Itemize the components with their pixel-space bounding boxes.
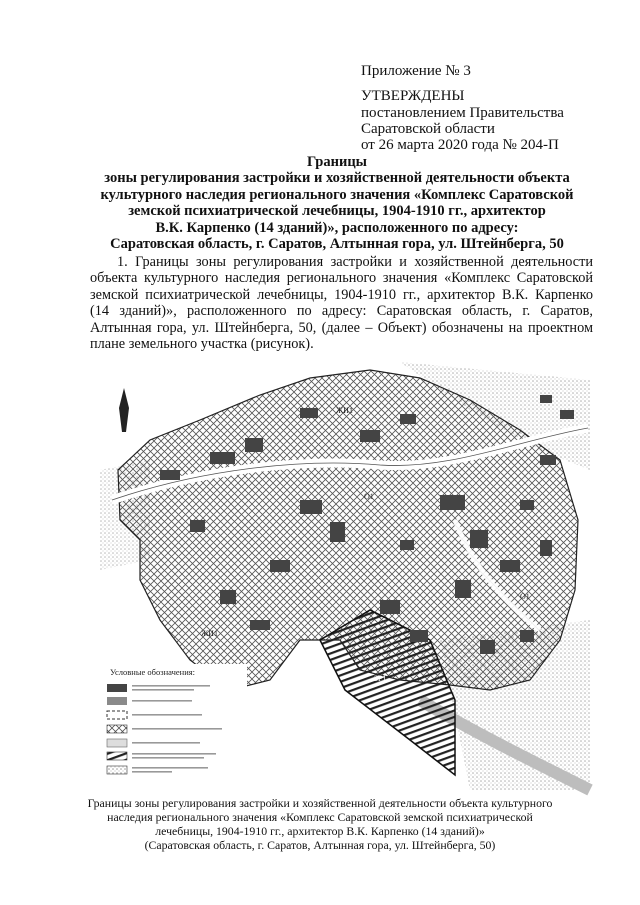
building-mark — [520, 500, 534, 510]
body-paragraph-line: (14 зданий)», расположенного по адресу: Саратовская область, г. Саратов, — [90, 303, 593, 319]
body-paragraph-line: Алтынная гора, ул. Штейнберга, 50, (далее – Объект) обозначены на проектном — [90, 320, 593, 336]
zone-label: О1 — [520, 592, 530, 601]
building-mark — [410, 630, 428, 642]
figure-caption-line: наследия регионального значения «Комплекс Саратовской земской психиатрической — [107, 810, 533, 824]
legend-text-illegible — [132, 771, 172, 773]
building-mark — [540, 540, 552, 556]
legend-text-illegible — [132, 700, 192, 702]
map-legend — [104, 664, 247, 778]
building-mark — [455, 580, 471, 598]
building-mark — [300, 408, 318, 418]
zone-map-figure — [98, 356, 593, 796]
legend-text-illegible — [132, 689, 194, 691]
building-mark — [440, 495, 465, 510]
legend-box — [104, 664, 247, 778]
building-mark — [560, 410, 574, 419]
body-paragraph-line: 1. Границы зоны регулирования застройки и хозяйственной деятельности — [117, 254, 593, 270]
building-mark — [360, 430, 380, 442]
zone-label: ЖИ1 — [336, 406, 353, 415]
body-paragraph-line: плане земельного участка (рисунок). — [90, 336, 314, 352]
document-title-line: Границы — [306, 154, 367, 170]
zone-label: ЖИ1 — [201, 629, 218, 638]
appendix-number: Приложение № 3 — [361, 63, 471, 79]
building-mark — [540, 455, 556, 465]
body-paragraph-line: земской психиатрической лечебницы, 1904-1910 гг., архитектор В.К. Карпенко — [90, 287, 593, 303]
zone-label: О1 — [364, 492, 374, 501]
building-mark — [470, 530, 488, 548]
building-mark — [190, 520, 205, 532]
legend-swatch — [107, 725, 127, 733]
approval-date-line: от 26 марта 2020 года № 204-П — [361, 137, 559, 153]
legend-text-illegible — [132, 714, 202, 716]
approval-line: постановлением Правительства — [361, 105, 564, 121]
legend-swatch — [107, 766, 127, 774]
approval-line: Саратовской области — [361, 121, 495, 137]
building-mark — [400, 540, 414, 550]
legend-swatch — [107, 684, 127, 692]
north-arrow-icon — [119, 388, 129, 432]
figure-caption-line: лечебницы, 1904-1910 гг., архитектор В.К. Карпенко (14 зданий)» — [155, 824, 485, 838]
document-title-line: земской психиатрической лечебницы, 1904-1910 гг., архитектор — [128, 203, 546, 219]
legend-text-illegible — [132, 753, 216, 755]
building-mark — [210, 452, 235, 464]
building-mark — [245, 438, 263, 452]
legend-title: Условные обозначения: — [110, 667, 196, 677]
building-mark — [380, 600, 400, 614]
building-mark — [400, 414, 416, 424]
figure-caption-line: Границы зоны регулирования застройки и хозяйственной деятельности объекта культурного — [87, 796, 553, 810]
legend-swatch — [107, 739, 127, 747]
building-mark — [500, 560, 520, 572]
document-title-line: зоны регулирования застройки и хозяйственной деятельности объекта — [104, 170, 570, 186]
figure-caption-line: (Саратовская область, г. Саратов, Алтынная гора, ул. Штейнберга, 50) — [144, 838, 496, 852]
zone-label: ЗР1 — [374, 674, 387, 683]
document-title-line: культурного наследия регионального значения «Комплекс Саратовской — [100, 187, 574, 203]
legend-swatch — [107, 752, 127, 760]
legend-text-illegible — [132, 742, 200, 744]
legend-text-illegible — [132, 757, 204, 759]
building-mark — [220, 590, 236, 604]
building-mark — [540, 395, 552, 403]
building-mark — [330, 522, 345, 542]
document-title-line: Саратовская область, г. Саратов, Алтынная гора, ул. Штейнберга, 50 — [110, 236, 564, 252]
building-mark — [250, 620, 270, 630]
document-title-line: В.К. Карпенко (14 зданий)», расположенного по адресу: — [155, 220, 519, 236]
legend-text-illegible — [132, 728, 222, 730]
legend-swatch — [107, 697, 127, 705]
building-mark — [480, 640, 495, 654]
building-mark — [300, 500, 322, 514]
building-mark — [520, 630, 534, 642]
approval-heading: УТВЕРЖДЕНЫ — [361, 88, 465, 104]
legend-text-illegible — [132, 685, 210, 687]
legend-text-illegible — [132, 767, 208, 769]
body-paragraph-line: объекта культурного наследия регионального значения «Комплекс Саратовской — [90, 270, 593, 286]
building-mark — [270, 560, 290, 572]
building-mark — [160, 470, 180, 480]
